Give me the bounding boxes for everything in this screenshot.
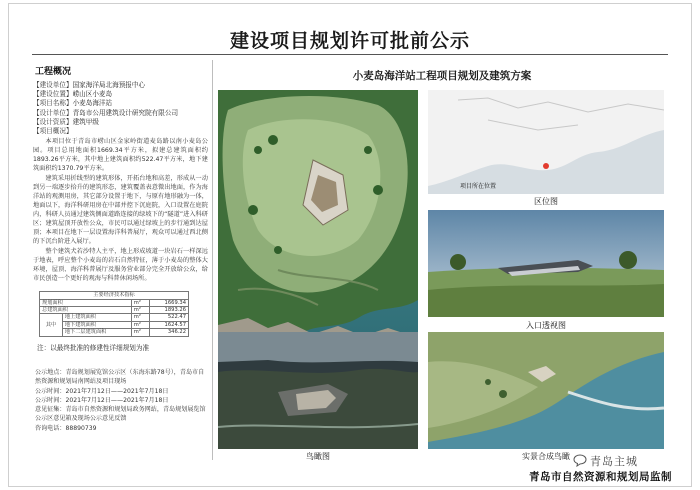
project-title: 小麦岛海洋站工程项目规划及建筑方案 bbox=[352, 70, 532, 82]
title-divider bbox=[32, 54, 668, 55]
supervisor-footer: 青岛市自然资源和规划局监制 bbox=[529, 471, 672, 483]
info-row-designer: 【设计单位】青岛市公用建筑设计研究院有限公司 bbox=[33, 108, 179, 117]
location-marker-label: 项目所在位置 bbox=[460, 183, 497, 190]
aerial-view-image bbox=[218, 332, 418, 449]
economic-indicators-table bbox=[39, 291, 189, 336]
table-title: 主要经济技术指标 bbox=[40, 292, 189, 299]
info-row-builder: 【建设单位】国家海洋局北海预报中心 bbox=[33, 81, 146, 89]
info-row-location: 【建设位置】崂山区小麦岛 bbox=[33, 90, 113, 99]
aerial-caption: 鸟瞰图 bbox=[306, 452, 330, 461]
publicity-info bbox=[35, 368, 210, 433]
publicity-line: 咨询电话：88890739 bbox=[35, 424, 97, 432]
publicity-line: 公示时间：2021年7月12日——2021年7月18日 bbox=[35, 396, 169, 404]
approval-note: 注：以最终批准的修建性详细规划为准 bbox=[37, 343, 150, 352]
location-caption: 区位图 bbox=[534, 197, 558, 206]
publicity-line: 意见征集：青岛市自然资源和规划局政务网站，青岛规划展览馆公示区意见箱及现场公示意见反馈 bbox=[35, 406, 206, 423]
drawings-panel bbox=[214, 60, 670, 470]
publicity-line: 公示时间：2021年7月12日——2021年7月18日 bbox=[35, 387, 169, 395]
info-row-project: 【项目名称】小麦岛海洋站 bbox=[33, 99, 113, 108]
page-title: 建设项目规划许可批前公示 bbox=[229, 30, 470, 52]
table-row: 总建筑面积 m² 1893.26 bbox=[40, 307, 189, 314]
info-row-qualification: 【设计资质】建筑甲级 bbox=[33, 117, 99, 126]
description-paragraph: 本项目位于青岛市崂山区金家岭街道麦岛路以南小麦岛公园。项目总用地面积1669.34平方米，拟建总建筑面积约1893.26平方米，其中地上建筑面积约522.47平方米，地下建筑面积约1370.79平方米。 bbox=[33, 138, 208, 173]
description-paragraph: 建筑采用折线型的建筑形体，开拓台地和高差，形成从一动到另一端逐步拾升的建筑形态，建筑覆盖表意微出地面，作为海洋站的观测用房，其它部分设置于地下，与原有地形融为一体，地面以下，海洋科研用房在中部并控下沉庭院，入口设置在庭院内，科研人员通过建筑侧面道路连接的绿坡下的“隧道”进入科研区；建筑屋顶开放性公众，市民可以通过绿坡上的步行通到达屋顶；本项目在地下一层设置海洋科普展厅，观众可以通过西北侧的下沉台阶进入展厅。 bbox=[33, 175, 208, 246]
location-map-image bbox=[428, 90, 664, 194]
composite-aerial-image bbox=[428, 332, 664, 449]
publicity-line: 公示地点：青岛规划展览馆公示区（东海东路78号），青岛市自然资源和规划局南网站及项目现场 bbox=[35, 369, 205, 386]
entrance-perspective-image bbox=[428, 210, 664, 317]
composite-caption: 实景合成鸟瞰 bbox=[522, 452, 570, 461]
table-row: 规划面积 m² 1669.34 bbox=[40, 299, 189, 306]
table-row: 地下二层建筑面积 m² 346.22 bbox=[40, 329, 189, 336]
table-row: 地下建筑面积 m² 1624.57 bbox=[40, 321, 189, 328]
description-paragraph: 整个建筑犬若沙特人主平，地上形成坡道一块岩石一样深远于地表，呼应整个小麦岛的岩石自然特征，薄于小麦岛的整体大环境，屋顶、海洋科普展厅及服务营业部分完全开放给公众，给市民创造一个更好的观海与科普休闲场所。 bbox=[33, 248, 208, 283]
watermark-text: 青岛主城 bbox=[590, 455, 638, 468]
info-row-summary: 【项目概况】 bbox=[33, 127, 73, 136]
overview-title: 工程概况 bbox=[35, 67, 72, 77]
table-row: 其中 地上建筑面积 m² 522.47 bbox=[40, 314, 189, 321]
column-divider bbox=[212, 60, 213, 460]
perspective-caption: 入口透视图 bbox=[526, 321, 566, 330]
